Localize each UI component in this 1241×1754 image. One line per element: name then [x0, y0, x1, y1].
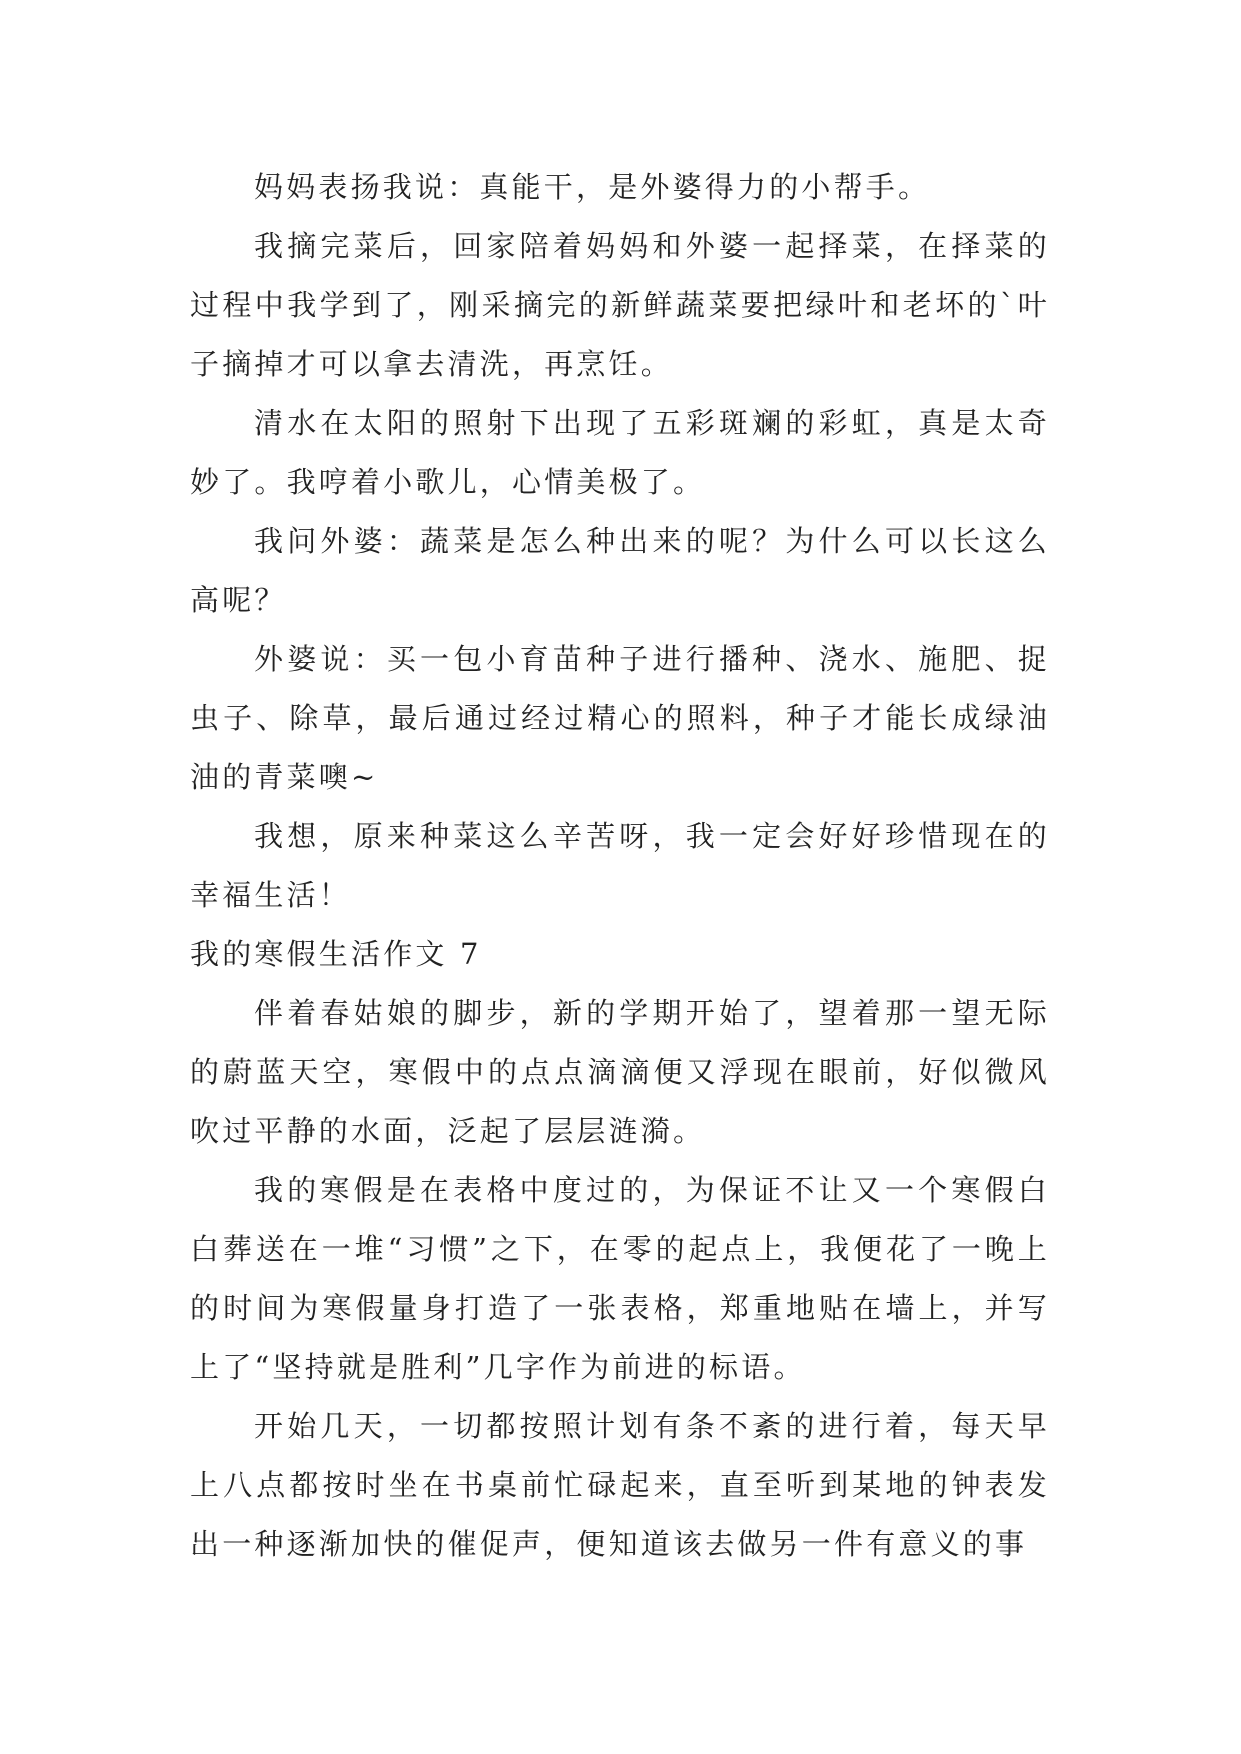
section-title: 我的寒假生活作文 7 [190, 937, 482, 971]
paragraph-picking-vegetables: 我摘完菜后，回家陪着妈妈和外婆一起择菜，在择菜的过程中我学到了，刚采摘完的新鲜蔬菜要把绿叶和老坏的`叶子摘掉才可以拿去清洗，再烹饪。 [190, 229, 1050, 381]
paragraph-schedule-table: 我的寒假是在表格中度过的，为保证不让又一个寒假白白葬送在一堆“习惯”之下，在零的起点上，我便花了一晚上的时间为寒假量身打造了一张表格，郑重地贴在墙上，并写上了“坚持就是胜利”几字作为前进的标语。 [190, 1173, 1050, 1384]
paragraph-grandma-answer: 外婆说：买一包小育苗种子进行播种、浇水、施肥、捉虫子、除草，最后通过经过精心的照料，种子才能长成绿油油的青菜噢~ [190, 642, 1050, 794]
document-page [190, 158, 1050, 1574]
paragraph-praise: 妈妈表扬我说：真能干，是外婆得力的小帮手。 [254, 170, 931, 204]
paragraph-rainbow: 清水在太阳的照射下出现了五彩斑斓的彩虹，真是太奇妙了。我哼着小歌儿，心情美极了。 [190, 406, 1050, 499]
paragraph-reflection: 我想，原来种菜这么辛苦呀，我一定会好好珍惜现在的幸福生活！ [190, 819, 1050, 912]
paragraph-first-days: 开始几天，一切都按照计划有条不紊的进行着，每天早上八点都按时坐在书桌前忙碌起来，直至听到某地的钟表发出一种逐渐加快的催促声，便知道该去做另一件有意义的事 [190, 1409, 1050, 1561]
paragraph-question: 我问外婆：蔬菜是怎么种出来的呢？为什么可以长这么高呢？ [190, 524, 1050, 617]
paragraph-new-semester: 伴着春姑娘的脚步，新的学期开始了，望着那一望无际的蔚蓝天空，寒假中的点点滴滴便又浮现在眼前，好似微风吹过平静的水面，泛起了层层涟漪。 [190, 996, 1050, 1148]
